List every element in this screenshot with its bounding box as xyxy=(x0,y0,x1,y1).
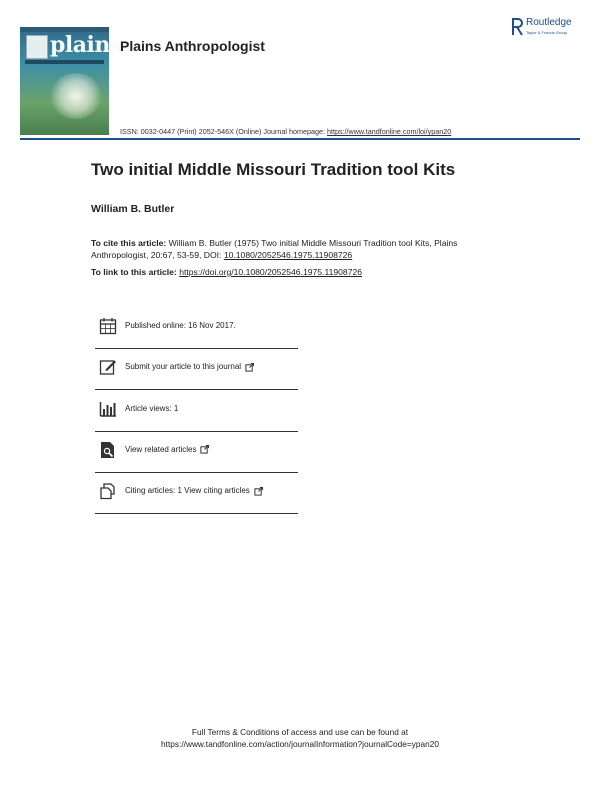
related-articles-label: View related articles xyxy=(125,444,197,454)
journal-title: Plains Anthropologist xyxy=(120,38,265,54)
external-link-icon xyxy=(254,487,263,496)
search-document-icon xyxy=(99,441,117,459)
routledge-logo-icon xyxy=(511,17,523,37)
article-views-row xyxy=(95,392,298,432)
article-info-list xyxy=(95,309,298,515)
terms-footer xyxy=(0,726,600,750)
citation-block xyxy=(91,237,511,261)
article-views-label: Article views: 1 xyxy=(125,403,179,413)
issn-text: ISSN: 0032-0447 (Print) 2052-546X (Online) Journal homepage: xyxy=(120,127,327,136)
issn-line xyxy=(120,127,451,136)
article-doi-url-link[interactable]: https://doi.org/10.1080/2052546.1975.11908726 xyxy=(179,267,363,277)
citing-articles-label-wrap xyxy=(125,486,263,495)
header-divider xyxy=(20,138,580,140)
calendar-icon xyxy=(99,317,117,335)
bar-chart-icon xyxy=(99,400,117,418)
submit-article-label-wrap xyxy=(125,362,254,371)
terms-line: Full Terms & Conditions of access and use can be found at xyxy=(191,727,409,737)
edit-icon xyxy=(99,358,117,376)
link-label: To link to this article: xyxy=(91,267,180,277)
terms-url-link[interactable]: https://www.tandfonline.com/action/journalInformation?journalCode=ypan20 xyxy=(161,739,439,749)
published-online-row xyxy=(95,309,298,349)
cover-map-haze xyxy=(50,73,102,119)
article-link-line xyxy=(91,267,362,277)
cite-text: William B. Butler (1975) Two initial Middle Missouri Tradition tool Kits, Plains Anthropologist, 20:67, 53-59, DOI: xyxy=(91,238,458,260)
external-link-icon xyxy=(200,445,209,454)
cite-label: To cite this article: xyxy=(91,238,167,248)
citing-articles-row[interactable] xyxy=(95,474,298,514)
related-articles-row[interactable] xyxy=(95,433,298,473)
journal-cover-image xyxy=(20,27,122,135)
cover-subtitle-band xyxy=(25,60,104,64)
submit-article-label: Submit your article to this journal xyxy=(125,362,242,372)
publisher-name: Routledge xyxy=(526,17,572,28)
article-title: Two initial Middle Missouri Tradition tool Kits xyxy=(91,160,456,179)
cover-thumbnail xyxy=(26,35,48,59)
journal-homepage-link[interactable]: https://www.tandfonline.com/loi/ypan20 xyxy=(326,127,452,136)
article-author: William B. Butler xyxy=(91,203,175,215)
doi-link[interactable]: 10.1080/2052546.1975.11908726 xyxy=(223,250,353,260)
submit-article-row[interactable] xyxy=(95,350,298,390)
citing-documents-icon xyxy=(99,482,117,500)
related-articles-label-wrap xyxy=(125,445,209,454)
external-link-icon xyxy=(245,363,254,372)
published-online-label: Published online: 16 Nov 2017. xyxy=(125,321,236,330)
publisher-tagline: Taylor & Francis Group xyxy=(526,30,567,35)
cover-wordmark: plains xyxy=(50,32,122,58)
citing-articles-label: Citing articles: 1 View citing articles xyxy=(125,486,250,496)
